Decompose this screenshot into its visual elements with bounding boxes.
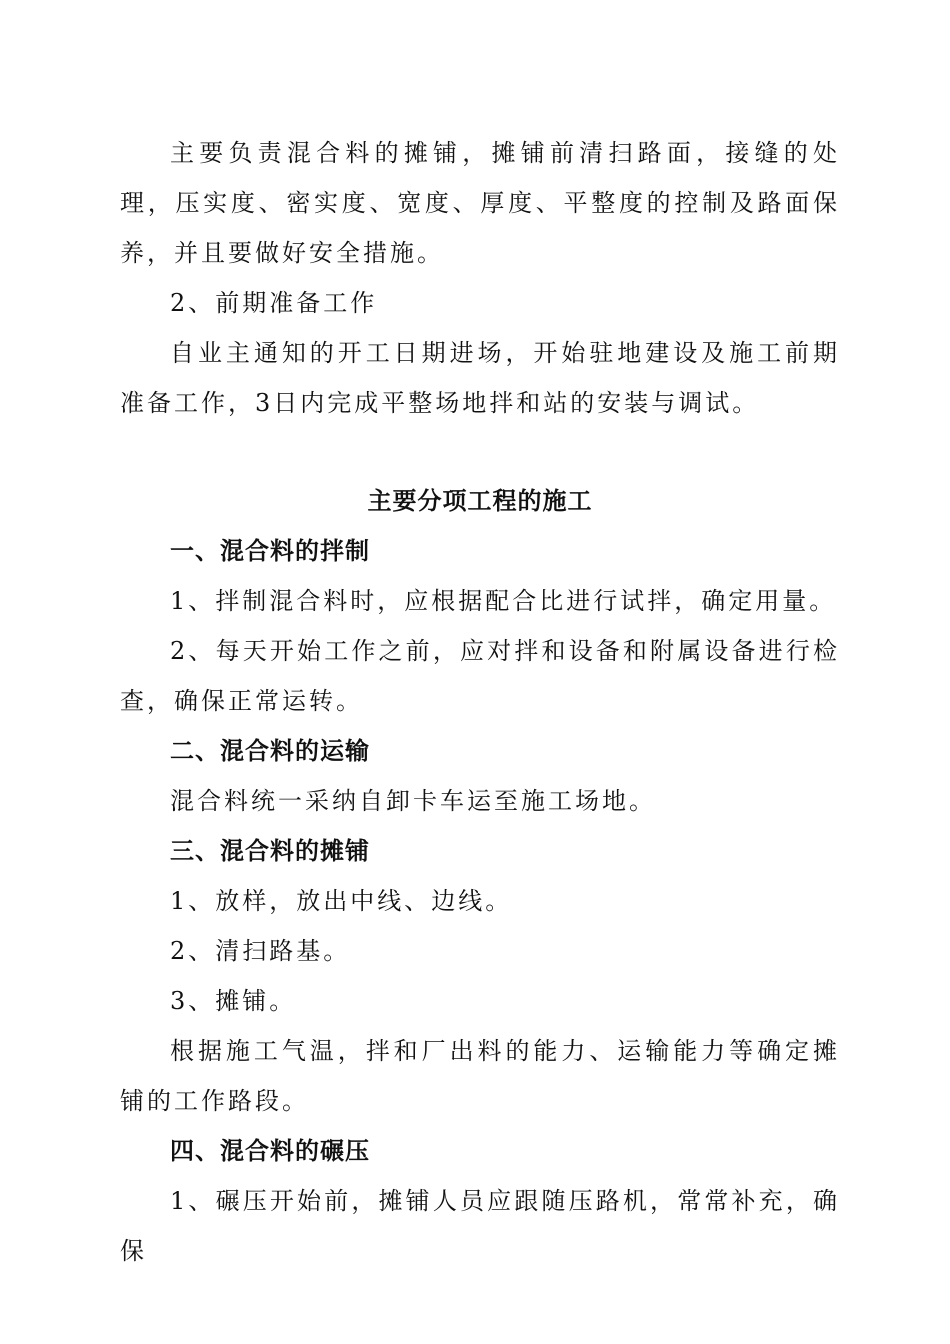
paving-step-1: 1、放样，放出中线、边线。 [170, 887, 513, 915]
paving-step-3: 3、摊铺。 [170, 987, 297, 1015]
intro-paragraph: 主要负责混合料的摊铺，摊铺前清扫路面，接缝的处理，压实度、密实度、宽度、厚度、平整度的控制及路面保养，并且要做好安全措施。 [120, 139, 840, 267]
mixing-step-2: 2、每天开始工作之前，应对拌和设备和附属设备进行检查，确保正常运转。 [120, 637, 840, 715]
paving-paragraph: 根据施工气温，拌和厂出料的能力、运输能力等确定摊铺的工作路段。 [120, 1037, 840, 1115]
section-spacer [120, 428, 840, 476]
preparation-heading: 2、前期准备工作 [170, 289, 378, 317]
paving-step-2: 2、清扫路基。 [170, 937, 351, 965]
rolling-heading: 四、混合料的碾压 [170, 1136, 370, 1165]
mixing-step-1: 1、拌制混合料时，应根据配合比进行试拌，确定用量。 [170, 587, 837, 615]
document-page [120, 128, 840, 1276]
rolling-step-1: 1、碾压开始前，摊铺人员应跟随压路机，常常补充，确保 [120, 1187, 840, 1265]
section-title: 主要分项工程的施工 [367, 486, 593, 515]
transport-paragraph: 混合料统一采纳自卸卡车运至施工场地。 [170, 787, 656, 815]
paving-heading: 三、混合料的摊铺 [170, 836, 370, 865]
transport-heading: 二、混合料的运输 [170, 736, 370, 765]
mixing-heading: 一、混合料的拌制 [170, 536, 370, 565]
preparation-paragraph: 自业主通知的开工日期进场，开始驻地建设及施工前期准备工作，3日内完成平整场地拌和站的安装与调试。 [120, 339, 840, 417]
